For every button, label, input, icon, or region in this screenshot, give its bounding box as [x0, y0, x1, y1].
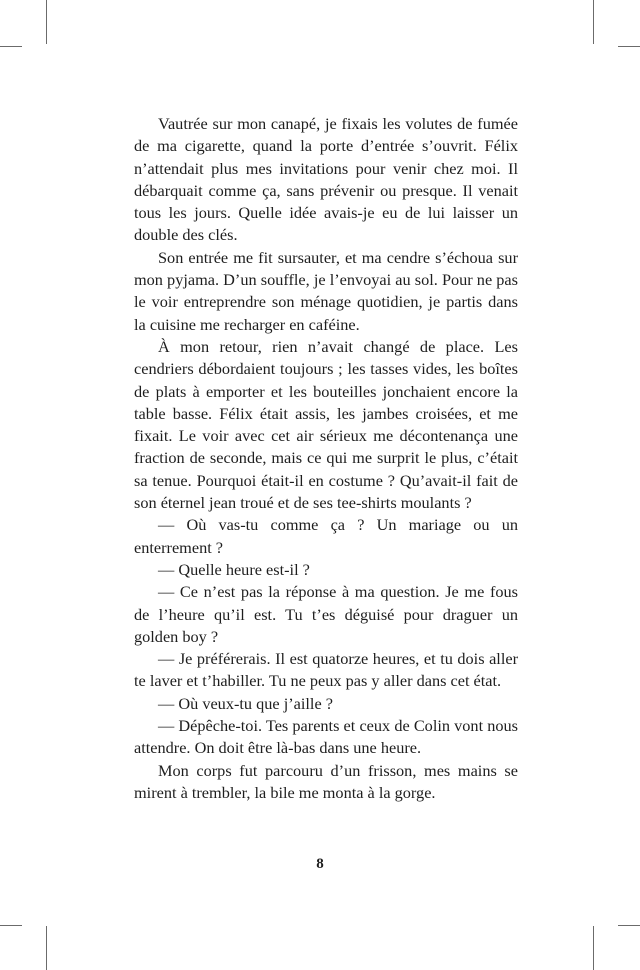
dialogue-line: — Je préférerais. Il est quatorze heures, et tu dois aller te laver et t’habiller. Tu ne peux pas y aller dans cet état. — [134, 649, 518, 691]
crop-mark-top-right-vertical — [593, 0, 594, 44]
paragraph: Son entrée me fit sursauter, et ma cendre s’échoua sur mon pyjama. D’un souffle, je l’envoyai au sol. Pour ne pas le voir entreprendre son ménage quotidien, je partis dans la cuisine me recharger en caféine. — [134, 247, 518, 334]
dialogue-line: — Où vas-tu comme ça ? Un mariage ou un enterrement ? — [134, 515, 518, 557]
paragraph: Vautrée sur mon canapé, je fixais les volutes de fumée de ma cigarette, quand la porte d’entrée s’ouvrit. Félix n’attendait plus mes invitations pour venir chez moi. Il débarquait comme ça, sans prévenir ou presque. Il venait tous les jours. Quelle idée avais-je eu de lui laisser un double des clés. — [134, 114, 518, 245]
crop-mark-bottom-left-horizontal — [0, 925, 22, 926]
dialogue-line: — Où veux-tu que j’aille ? — [158, 693, 333, 713]
paragraph: À mon retour, rien n’avait changé de place. Les cendriers débordaient toujours ; les tasses vides, les boîtes de plats à emporter et les bouteilles jonchaient encore la table basse. Félix était assis, les jambes croisées, et me fixait. Le voir avec cet air sérieux me décontenança une fraction de seconde, mais ce qui me surprit le plus, c’était sa tenue. Pourquoi était-il en costume ? Qu’avait-il fait de son éternel jean troué et de ses tee-shirts moulants ? — [134, 336, 518, 513]
page-number: 8 — [316, 856, 324, 872]
paragraph: Mon corps fut parcouru d’un frisson, mes mains se mirent à trembler, la bile me monta à la gorge. — [134, 760, 518, 802]
crop-mark-bottom-right-horizontal — [618, 925, 640, 926]
crop-mark-bottom-right-vertical — [593, 926, 594, 970]
crop-mark-top-right-horizontal — [618, 46, 640, 47]
dialogue-line: — Dépêche-toi. Tes parents et ceux de Colin vont nous attendre. On doit être là-bas dans une heure. — [134, 716, 518, 758]
dialogue-line: — Ce n’est pas la réponse à ma question. Je me fous de l’heure qu’il est. Tu t’es déguisé pour draguer un golden boy ? — [134, 582, 518, 646]
dialogue-line: — Quelle heure est-il ? — [158, 559, 310, 579]
crop-mark-bottom-left-vertical — [46, 926, 47, 970]
crop-mark-top-left-vertical — [46, 0, 47, 44]
crop-mark-top-left-horizontal — [0, 46, 22, 47]
body-text — [134, 113, 518, 804]
